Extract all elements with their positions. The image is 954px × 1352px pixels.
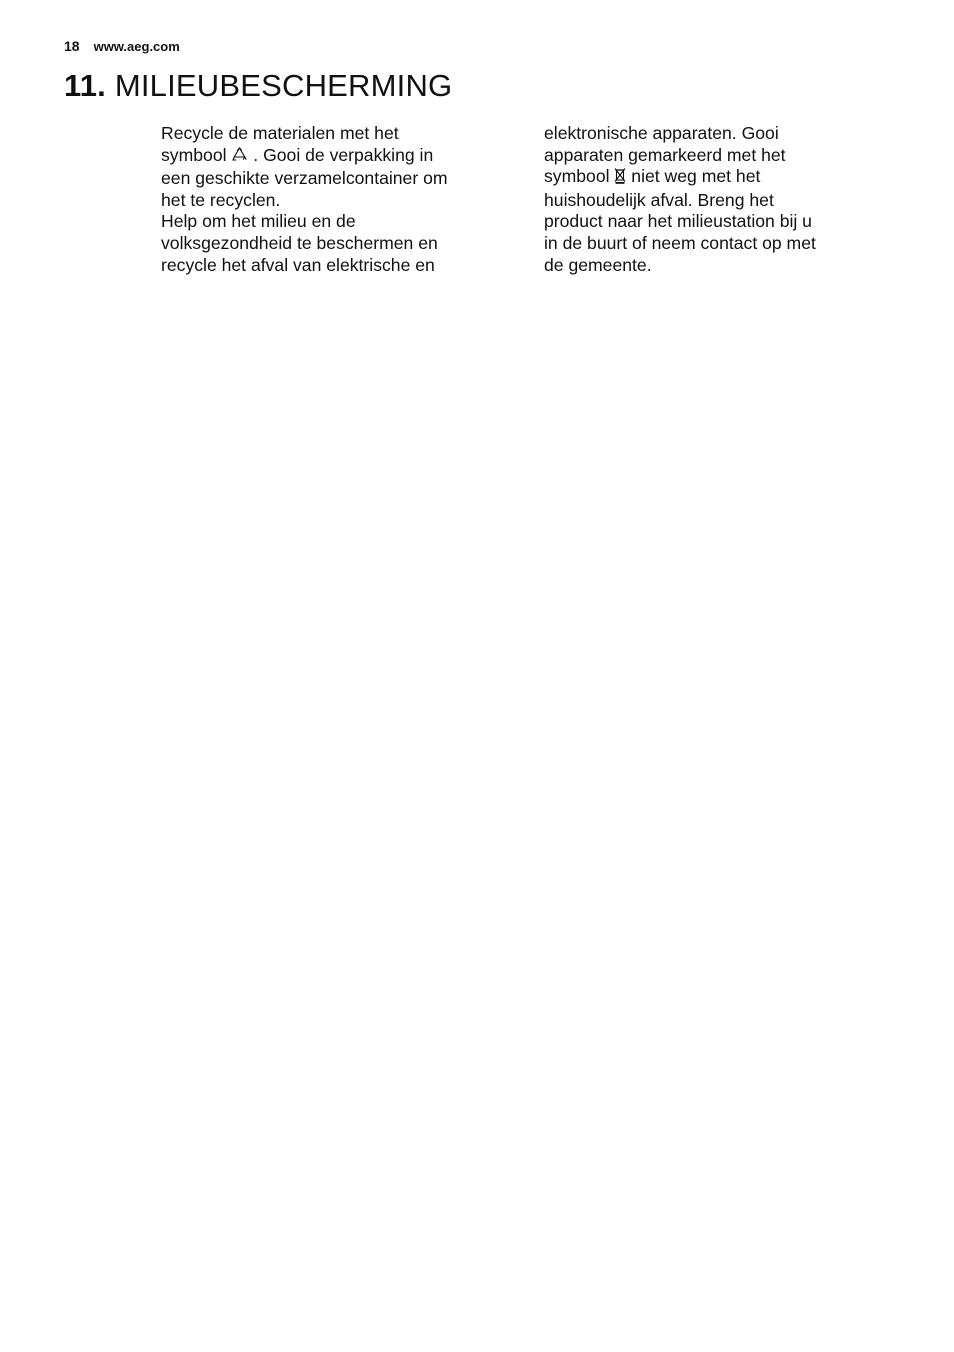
right-column-text — [544, 123, 874, 276]
text-fragment: symbool — [544, 166, 610, 187]
text-fragment: . Gooi de verpakking in — [253, 144, 434, 165]
page-number: 18 — [64, 38, 80, 54]
page-header — [64, 38, 180, 54]
text-line: huishoudelijk afval. Breng het — [544, 189, 774, 210]
section-number: 11. — [64, 68, 106, 103]
text-line-with-icon — [544, 166, 874, 190]
text-line: Recycle de materialen met het — [161, 123, 399, 143]
text-line: product naar het milieustation bij u — [544, 211, 812, 232]
section-title: MILIEUBESCHERMING — [114, 68, 453, 103]
text-line: apparaten gemarkeerd met het — [544, 144, 786, 165]
text-fragment: symbool — [161, 144, 227, 165]
left-column-text — [161, 123, 491, 276]
text-line: elektronische apparaten. Gooi — [544, 123, 779, 143]
text-line: de gemeente. — [544, 254, 652, 275]
website-link[interactable]: www.aeg.com — [93, 39, 180, 54]
text-line-with-icon — [161, 145, 491, 169]
text-line: recycle het afval van elektrische en — [161, 254, 435, 275]
text-line: in de buurt of neem contact op met — [544, 232, 816, 253]
text-line: Help om het milieu en de — [161, 211, 356, 232]
text-line: een geschikte verzamelcontainer om — [161, 168, 448, 189]
text-line: volksgezondheid te beschermen en — [161, 232, 438, 253]
text-fragment: niet weg met het — [631, 166, 761, 187]
recycle-icon — [231, 146, 248, 169]
section-heading — [64, 68, 452, 104]
crossed-out-bin-icon — [614, 167, 626, 190]
text-line: het te recyclen. — [161, 189, 281, 210]
